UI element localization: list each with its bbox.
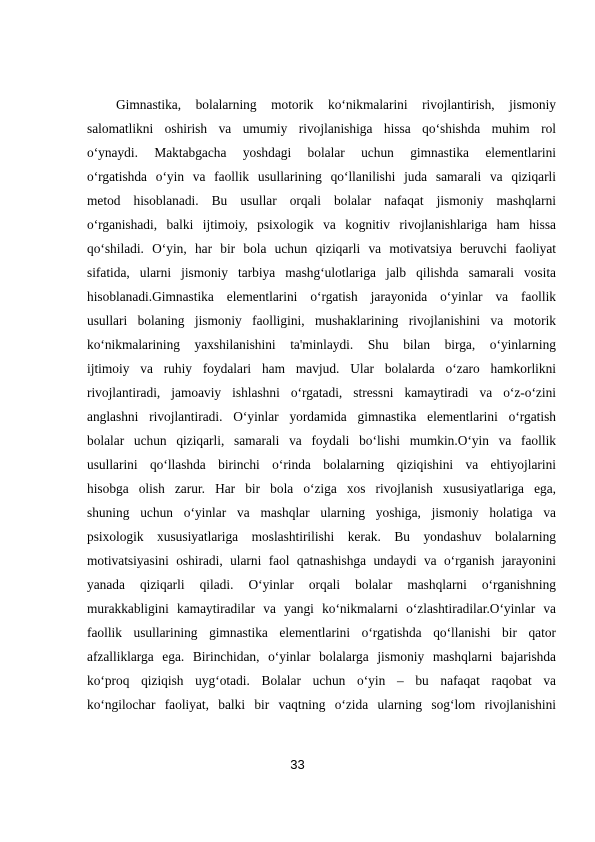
- text-line: hisobga olish zarur. Har bir bola o‘ziga xos rivojlanish xususiyatlariga ega,: [87, 481, 556, 496]
- text-line: ko‘ngilochar faoliyat, balki bir vaqtning o‘zida ularning sog‘lom rivojlanishini: [87, 697, 556, 712]
- text-line: usullari bolaning jismoniy faolligini, mushaklarining rivojlanishini va motorik: [87, 313, 556, 328]
- text-line: anglashni rivojlantiradi. O‘yinlar yordamida gimnastika elementlarini o‘rgatish: [87, 409, 556, 424]
- text-line: rivojlantiradi, jamoaviy ishlashni o‘rgatadi, stressni kamaytiradi va o‘z-o‘zini: [87, 385, 556, 400]
- text-line: o‘ynaydi. Maktabgacha yoshdagi bolalar uchun gimnastika elementlarini: [87, 145, 556, 160]
- text-line: shuning uchun o‘yinlar va mashqlar ularning yoshiga, jismoniy holatiga va: [87, 505, 556, 520]
- text-line: yanada qiziqarli qiladi. O‘yinlar orqali bolalar mashqlarni o‘rganishning: [87, 577, 556, 592]
- text-line: motivatsiyasini oshiradi, ularni faol qatnashishga undaydi va o‘rganish jarayonini: [87, 553, 556, 568]
- text-line: o‘rganishadi, balki ijtimoiy, psixologik va kognitiv rivojlanishlariga ham hissa: [87, 217, 556, 232]
- text-line: psixologik xususiyatlariga moslashtirilishi kerak. Bu yondashuv bolalarning: [87, 529, 556, 544]
- text-line: ko‘nikmalarining yaxshilanishini ta'minlaydi. Shu bilan birga, o‘yinlarning: [87, 337, 556, 352]
- text-line: sifatida, ularni jismoniy tarbiya mashg‘ulotlariga jalb qilishda samarali vosita: [87, 265, 556, 280]
- text-line: Gimnastika, bolalarning motorik ko‘nikmalarini rivojlantirish, jismoniy: [116, 97, 556, 112]
- text-line: salomatlikni oshirish va umumiy rivojlanishiga hissa qo‘shishda muhim rol: [87, 121, 556, 136]
- text-line: ko‘proq qiziqish uyg‘otadi. Bolalar uchun o‘yin – bu nafaqat raqobat va: [87, 673, 556, 688]
- text-line: metod hisoblanadi. Bu usullar orqali bolalar nafaqat jismoniy mashqlarni: [87, 193, 556, 208]
- text-line: afzalliklarga ega. Birinchidan, o‘yinlar bolalarga jismoniy mashqlarni bajarishda: [87, 649, 556, 664]
- text-line: hisoblanadi.Gimnastika elementlarini o‘rgatish jarayonida o‘yinlar va faollik: [87, 289, 556, 304]
- text-line: bolalar uchun qiziqarli, samarali va foydali bo‘lishi mumkin.O‘yin va faollik: [87, 433, 556, 448]
- text-line: faollik usullarining gimnastika elementlarini o‘rgatishda qo‘llanishi bir qator: [87, 625, 556, 640]
- text-line: usullarini qo‘llashda birinchi o‘rinda bolalarning qiziqishini va ehtiyojlarini: [87, 457, 556, 472]
- body-paragraph: [87, 93, 556, 717]
- text-line: o‘rgatishda o‘yin va faollik usullarining qo‘llanilishi juda samarali va qiziqarli: [87, 169, 556, 184]
- text-line: qo‘shiladi. O‘yin, har bir bola uchun qiziqarli va motivatsiya beruvchi faoliyat: [87, 241, 556, 256]
- text-line: ijtimoiy va ruhiy foydalari ham mavjud. Ular bolalarda o‘zaro hamkorlikni: [87, 361, 556, 376]
- text-line: murakkabligini kamaytiradilar va yangi ko‘nikmalarni o‘zlashtiradilar.O‘yinlar va: [87, 601, 556, 616]
- page-number: 33: [290, 757, 305, 772]
